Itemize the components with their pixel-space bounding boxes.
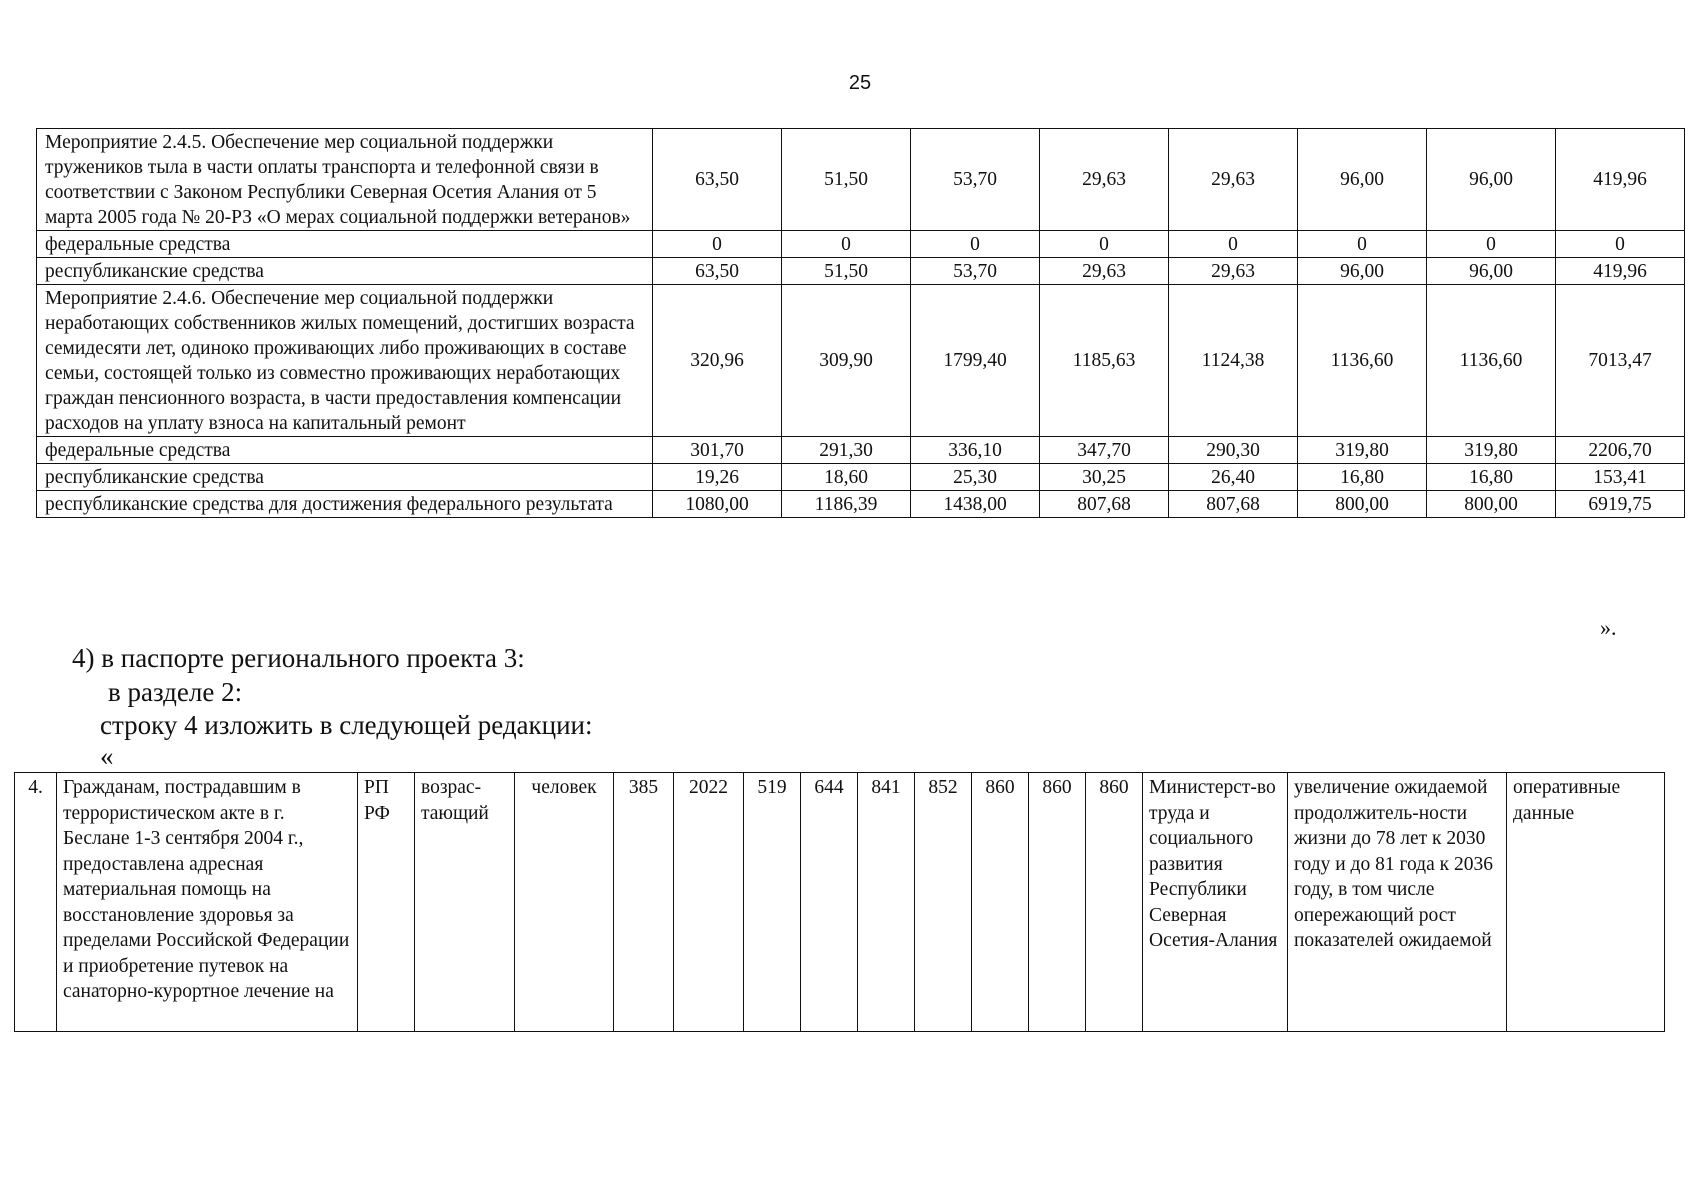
budget-value: 96,00 (1427, 129, 1556, 231)
budget-value: 291,30 (782, 437, 911, 464)
budget-value: 63,50 (653, 258, 782, 285)
indicator-value: 841 (858, 773, 915, 1032)
indicator-type: возрас-тающий (415, 773, 515, 1032)
indicator-value: 852 (915, 773, 972, 1032)
budget-row (37, 258, 1685, 285)
budget-row (37, 129, 1685, 231)
budget-value: 16,80 (1427, 464, 1556, 491)
indicator-table (14, 772, 1665, 1032)
budget-value: 309,90 (782, 285, 911, 437)
budget-value: 1799,40 (911, 285, 1040, 437)
budget-value: 0 (1298, 231, 1427, 258)
budget-value: 419,96 (1556, 258, 1685, 285)
budget-row-label: Мероприятие 2.4.6. Обеспечение мер социальной поддержки неработающих собственников жилых помещений, достигших возраста семидесяти лет, одиноко проживающих либо проживающих в составе семьи, состоящей только из совместно проживающих неработающих граждан пенсионного возраста, в части предоставления компенсации расходов на уплату взноса на капитальный ремонт (37, 285, 653, 437)
budget-row-label: республиканские средства (37, 464, 653, 491)
instruction-line-1: 4) в паспорте регионального проекта 3: (72, 643, 525, 673)
budget-value: 0 (911, 231, 1040, 258)
budget-value: 0 (653, 231, 782, 258)
indicator-value: 519 (744, 773, 801, 1032)
indicator-value: 644 (801, 773, 858, 1032)
budget-row (37, 491, 1685, 518)
budget-value: 153,41 (1556, 464, 1685, 491)
budget-value: 301,70 (653, 437, 782, 464)
budget-value: 800,00 (1298, 491, 1427, 518)
budget-value: 7013,47 (1556, 285, 1685, 437)
budget-value: 319,80 (1427, 437, 1556, 464)
indicator-source: оперативные данные (1507, 773, 1665, 1032)
budget-value: 1185,63 (1040, 285, 1169, 437)
indicator-value: 860 (972, 773, 1029, 1032)
budget-value: 290,30 (1169, 437, 1298, 464)
indicator-level: РП РФ (358, 773, 415, 1032)
indicator-responsible: Министерст-во труда и социального развития Республики Северная Осетия-Алания (1143, 773, 1288, 1032)
budget-value: 419,96 (1556, 129, 1685, 231)
budget-value: 29,63 (1040, 129, 1169, 231)
budget-value: 1080,00 (653, 491, 782, 518)
budget-table (36, 128, 1685, 518)
budget-row-label: республиканские средства для достижения федерального результата (37, 491, 653, 518)
indicator-value: 385 (614, 773, 674, 1032)
budget-row (37, 231, 1685, 258)
budget-value: 96,00 (1298, 129, 1427, 231)
budget-value: 63,50 (653, 129, 782, 231)
budget-row (37, 437, 1685, 464)
budget-row-label: Мероприятие 2.4.5. Обеспечение мер социальной поддержки тружеников тыла в части оплаты транспорта и телефонной связи в соответствии с Законом Республики Северная Осетия Алания от 5 марта 2005 года № 20-РЗ «О мерах социальной поддержки ветеранов» (37, 129, 653, 231)
budget-value: 2206,70 (1556, 437, 1685, 464)
budget-value: 0 (1427, 231, 1556, 258)
budget-value: 19,26 (653, 464, 782, 491)
budget-value: 26,40 (1169, 464, 1298, 491)
budget-value: 51,50 (782, 258, 911, 285)
budget-row-label: республиканские средства (37, 258, 653, 285)
budget-value: 29,63 (1169, 129, 1298, 231)
budget-value: 336,10 (911, 437, 1040, 464)
instruction-line-3: строку 4 изложить в следующей редакции: (100, 710, 593, 740)
indicator-unit: человек (515, 773, 614, 1032)
budget-value: 800,00 (1427, 491, 1556, 518)
budget-value: 96,00 (1427, 258, 1556, 285)
budget-value: 0 (1169, 231, 1298, 258)
indicator-value: 860 (1086, 773, 1143, 1032)
indicator-value: 860 (1029, 773, 1086, 1032)
budget-row (37, 285, 1685, 437)
budget-value: 807,68 (1169, 491, 1298, 518)
indicator-number: 4. (15, 773, 57, 1032)
budget-value: 0 (1040, 231, 1169, 258)
budget-value: 1136,60 (1427, 285, 1556, 437)
budget-value: 320,96 (653, 285, 782, 437)
budget-value: 1186,39 (782, 491, 911, 518)
budget-value: 16,80 (1298, 464, 1427, 491)
budget-value: 25,30 (911, 464, 1040, 491)
budget-row-label: федеральные средства (37, 231, 653, 258)
indicator-value: 2022 (674, 773, 744, 1032)
open-quote: « (100, 741, 114, 771)
instruction-line-2: в разделе 2: (108, 677, 243, 707)
indicator-name: Гражданам, пострадавшим в террористическом акте в г. Беслане 1-3 сентября 2004 г., предоставлена адресная материальная помощь на восстановление здоровья за пределами Российской Федерации и приобретение путевок на санаторно-курортное лечение на (57, 773, 358, 1032)
indicator-row (15, 773, 1665, 1032)
budget-value: 1136,60 (1298, 285, 1427, 437)
budget-value: 347,70 (1040, 437, 1169, 464)
budget-value: 51,50 (782, 129, 911, 231)
budget-value: 18,60 (782, 464, 911, 491)
indicator-link: увеличение ожидаемой продолжитель-ности жизни до 78 лет к 2030 году и до 81 года к 2036 году, в том числе опережающий рост показателей ожидаемой (1288, 773, 1507, 1032)
budget-value: 1438,00 (911, 491, 1040, 518)
budget-value: 96,00 (1298, 258, 1427, 285)
budget-value: 53,70 (911, 258, 1040, 285)
page-number: 25 (848, 72, 872, 94)
budget-value: 29,63 (1169, 258, 1298, 285)
budget-value: 30,25 (1040, 464, 1169, 491)
budget-value: 6919,75 (1556, 491, 1685, 518)
budget-value: 807,68 (1040, 491, 1169, 518)
budget-value: 53,70 (911, 129, 1040, 231)
budget-value: 319,80 (1298, 437, 1427, 464)
budget-row (37, 464, 1685, 491)
budget-value: 0 (782, 231, 911, 258)
budget-value: 1124,38 (1169, 285, 1298, 437)
budget-value: 29,63 (1040, 258, 1169, 285)
budget-value: 0 (1556, 231, 1685, 258)
closing-quote: ». (1600, 615, 1617, 640)
budget-row-label: федеральные средства (37, 437, 653, 464)
